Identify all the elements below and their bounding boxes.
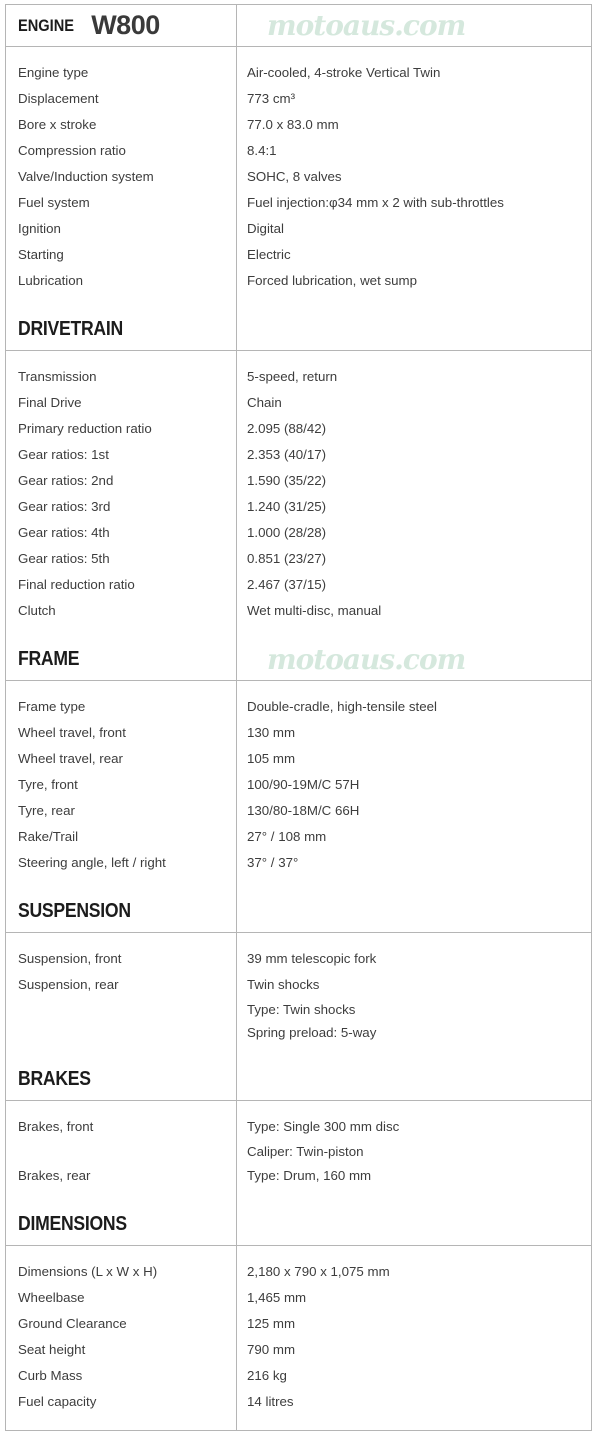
spec-label: Valve/Induction system (18, 169, 154, 184)
spec-value (247, 1114, 581, 1163)
spec-value (247, 364, 581, 390)
spec-label: Starting (18, 247, 64, 262)
spec-rows-brakes (6, 1101, 591, 1204)
spec-label: Transmission (18, 369, 97, 384)
spec-value (247, 694, 581, 720)
section-title: DRIVETRAIN (18, 318, 123, 340)
spec-value (247, 216, 581, 242)
spec-value (247, 468, 581, 494)
section-header-value-cell (237, 891, 591, 932)
watermark-motoaus: motoaus.com (267, 642, 466, 676)
spec-value-line: 27° / 108 mm (247, 829, 327, 844)
spec-value (247, 268, 581, 294)
section-header-suspension (6, 891, 591, 933)
spec-label: Frame type (18, 699, 86, 714)
spec-value (247, 1363, 581, 1389)
spec-value-line: Spring preload: 5-way (247, 1025, 377, 1040)
spec-value-line: 1.590 (35/22) (247, 473, 327, 488)
spec-label: Gear ratios: 2nd (18, 473, 114, 488)
spec-label: Steering angle, left / right (18, 855, 166, 870)
spec-value-line: 77.0 x 83.0 mm (247, 117, 339, 132)
section-header-label-cell (6, 309, 237, 350)
spec-value-line: 773 cm³ (247, 91, 296, 106)
section-header-frame (6, 639, 591, 681)
section-title: SUSPENSION (18, 900, 131, 922)
values-column (237, 933, 591, 1059)
spec-label: Rake/Trail (18, 829, 79, 844)
spec-label: Wheel travel, front (18, 725, 126, 740)
spec-value-line: Forced lubrication, wet sump (247, 273, 417, 288)
spec-label: Curb Mass (18, 1368, 83, 1383)
spec-value (247, 824, 581, 850)
section-header-label-cell (6, 639, 237, 680)
spec-value-line: 2.467 (37/15) (247, 577, 327, 592)
values-column (237, 351, 591, 639)
spec-value-line: 37° / 37° (247, 855, 299, 870)
spec-value (247, 112, 581, 138)
labels-column (6, 351, 237, 639)
spec-label: Bore x stroke (18, 117, 97, 132)
spec-label: Final Drive (18, 395, 82, 410)
spec-value-line: 14 litres (247, 1394, 294, 1409)
spec-label: Fuel system (18, 195, 90, 210)
spec-value-line: Air-cooled, 4-stroke Vertical Twin (247, 65, 441, 80)
section-header-value-cell (237, 639, 591, 680)
spec-label: Engine type (18, 65, 89, 80)
spec-rows-suspension (6, 933, 591, 1059)
spec-label: Brakes, front (18, 1119, 94, 1134)
spec-value (247, 946, 581, 972)
spec-label: Gear ratios: 4th (18, 525, 110, 540)
spec-value (247, 746, 581, 772)
spec-label: Gear ratios: 3rd (18, 499, 111, 514)
spec-value (247, 546, 581, 572)
spec-value (247, 242, 581, 268)
spec-label: Brakes, rear (18, 1168, 91, 1183)
spec-label: Tyre, rear (18, 803, 75, 818)
spec-label: Ignition (18, 221, 61, 236)
spec-label: Final reduction ratio (18, 577, 135, 592)
spec-value-line: 125 mm (247, 1316, 296, 1331)
spec-label: Fuel capacity (18, 1394, 97, 1409)
spec-value-line: 216 kg (247, 1368, 287, 1383)
spec-value (247, 190, 581, 216)
spec-label: Seat height (18, 1342, 86, 1357)
spec-value (247, 1337, 581, 1363)
section-header-value-cell (237, 5, 591, 46)
spec-value (247, 416, 581, 442)
spec-value-line: Twin shocks (247, 977, 320, 992)
spec-value-line: 105 mm (247, 751, 296, 766)
spec-value (247, 772, 581, 798)
spec-label: Compression ratio (18, 143, 126, 158)
section-header-label-cell (6, 5, 237, 46)
spec-value (247, 442, 581, 468)
spec-label: Gear ratios: 1st (18, 447, 109, 462)
model-name: W800 (91, 10, 160, 40)
spec-rows-dimensions (6, 1246, 591, 1430)
section-header-dimensions (6, 1204, 591, 1246)
spec-value-line: 5-speed, return (247, 369, 338, 384)
spec-value (247, 850, 581, 876)
spec-value (247, 720, 581, 746)
spec-value-line: 1,465 mm (247, 1290, 307, 1305)
spec-value-line: 1.240 (31/25) (247, 499, 327, 514)
spec-value-line: SOHC, 8 valves (247, 169, 342, 184)
spec-label: Ground Clearance (18, 1316, 127, 1331)
spec-section-brakes (6, 1059, 591, 1204)
spec-value (247, 60, 581, 86)
spec-value (247, 520, 581, 546)
spec-value-line: 130 mm (247, 725, 296, 740)
spec-value (247, 164, 581, 190)
spec-value-line: Digital (247, 221, 284, 236)
spec-value (247, 798, 581, 824)
values-column (237, 1246, 591, 1430)
spec-label: Suspension, rear (18, 977, 119, 992)
spec-label: Wheel travel, rear (18, 751, 123, 766)
spec-value-line: Electric (247, 247, 291, 262)
section-title: BRAKES (18, 1068, 91, 1090)
spec-value-line: Caliper: Twin-piston (247, 1144, 364, 1159)
spec-section-drivetrain (6, 309, 591, 639)
section-header-label-cell (6, 1059, 237, 1100)
spec-value (247, 86, 581, 112)
section-header-brakes (6, 1059, 591, 1101)
spec-label: Suspension, front (18, 951, 122, 966)
spec-value-line: 8.4:1 (247, 143, 277, 158)
values-column (237, 47, 591, 309)
spec-section-frame (6, 639, 591, 891)
spec-section-suspension (6, 891, 591, 1059)
spec-section-engine (6, 5, 591, 309)
specification-table (5, 4, 592, 1431)
spec-section-dimensions (6, 1204, 591, 1430)
spec-value-line: 2,180 x 790 x 1,075 mm (247, 1264, 390, 1279)
section-header-label-cell (6, 1204, 237, 1245)
spec-value-line: 790 mm (247, 1342, 296, 1357)
spec-value-line: Type: Twin shocks (247, 1002, 356, 1017)
spec-rows-frame (6, 681, 591, 891)
labels-column (6, 681, 237, 891)
spec-value-line: 1.000 (28/28) (247, 525, 327, 540)
section-header-value-cell (237, 1204, 591, 1245)
values-column (237, 681, 591, 891)
spec-value (247, 1259, 581, 1285)
labels-column (6, 1101, 237, 1204)
spec-value (247, 598, 581, 624)
spec-value-line: 2.353 (40/17) (247, 447, 327, 462)
spec-value (247, 1389, 581, 1415)
section-title: FRAME (18, 648, 80, 670)
engine-category-label: ENGINE (18, 15, 75, 35)
spec-value-line: Chain (247, 395, 282, 410)
spec-value (247, 390, 581, 416)
spec-value-line: Wet multi-disc, manual (247, 603, 382, 618)
spec-rows-engine (6, 47, 591, 309)
spec-value-line: 0.851 (23/27) (247, 551, 327, 566)
section-header-value-cell (237, 309, 591, 350)
spec-label: Primary reduction ratio (18, 421, 152, 436)
section-header-label-cell (6, 891, 237, 932)
spec-value (247, 1285, 581, 1311)
spec-value-line: 39 mm telescopic fork (247, 951, 377, 966)
spec-value-line: Fuel injection:φ34 mm x 2 with sub-throttles (247, 195, 504, 210)
spec-label: Clutch (18, 603, 56, 618)
spec-label: Gear ratios: 5th (18, 551, 110, 566)
spec-value (247, 494, 581, 520)
watermark-motoaus: motoaus.com (267, 8, 466, 42)
spec-value (247, 972, 581, 1044)
spec-value-line: 130/80-18M/C 66H (247, 803, 360, 818)
spec-value-line: Double-cradle, high-tensile steel (247, 699, 437, 714)
spec-value-line: Type: Drum, 160 mm (247, 1168, 372, 1183)
spec-label: Displacement (18, 91, 99, 106)
labels-column (6, 933, 237, 1059)
spec-label: Tyre, front (18, 777, 78, 792)
spec-value (247, 1311, 581, 1337)
spec-label: Dimensions (L x W x H) (18, 1264, 158, 1279)
labels-column (6, 1246, 237, 1430)
values-column (237, 1101, 591, 1204)
section-header-engine (6, 5, 591, 47)
section-title: DIMENSIONS (18, 1213, 127, 1235)
spec-label: Lubrication (18, 273, 84, 288)
spec-value-line: 100/90-19M/C 57H (247, 777, 360, 792)
labels-column (6, 47, 237, 309)
spec-value (247, 1163, 581, 1189)
spec-value (247, 572, 581, 598)
section-header-value-cell (237, 1059, 591, 1100)
section-header-drivetrain (6, 309, 591, 351)
spec-value-line: Type: Single 300 mm disc (247, 1119, 400, 1134)
spec-value (247, 138, 581, 164)
spec-rows-drivetrain (6, 351, 591, 639)
spec-label: Wheelbase (18, 1290, 85, 1305)
spec-value-line: 2.095 (88/42) (247, 421, 327, 436)
